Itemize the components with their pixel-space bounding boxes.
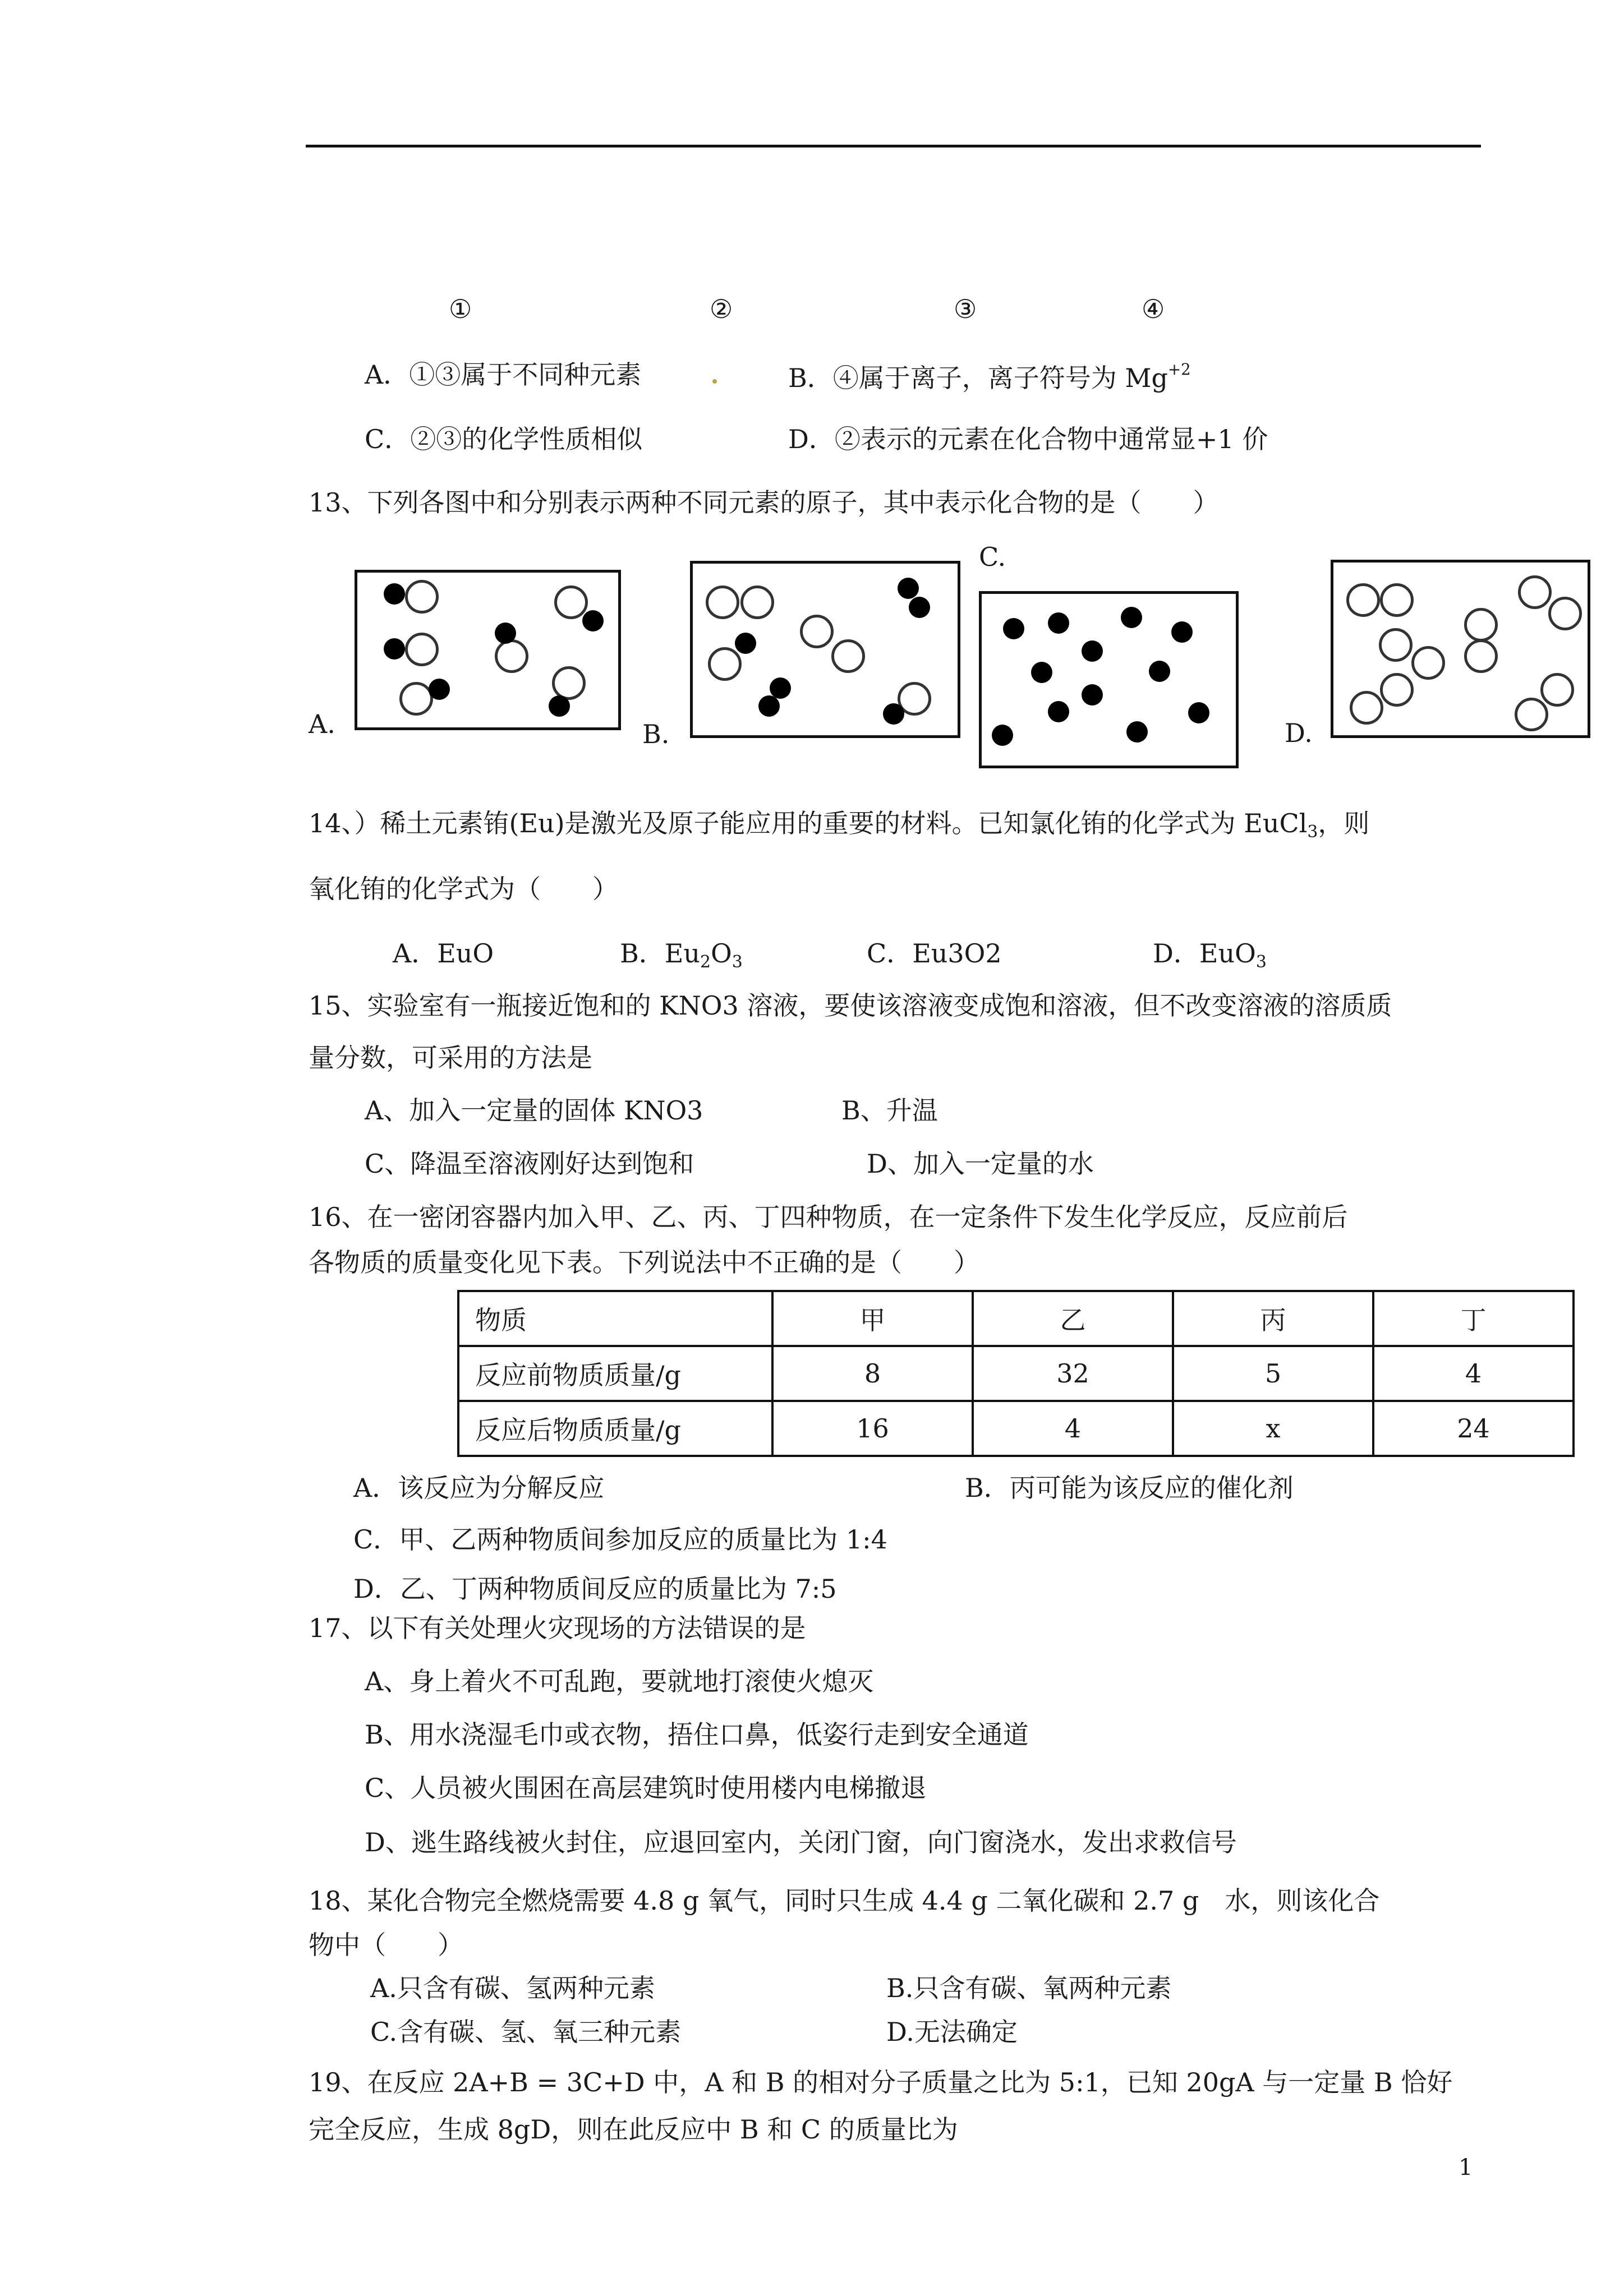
q16-stem-line2: 各物质的质量变化见下表。下列说法中不正确的是（ ） [309, 1247, 979, 1278]
table-cell: 32 [973, 1346, 1173, 1401]
q13-label-a: A. [309, 709, 335, 739]
q18-option-a: A.只含有碳、氢两种元素 [370, 1973, 655, 2003]
q16-option-b: B．丙可能为该反应的催化剂 [965, 1473, 1294, 1503]
q15-stem-line2: 量分数，可采用的方法是 [309, 1043, 592, 1073]
table-cell: 反应前物质质量/g [458, 1346, 772, 1401]
table-cell: 4 [1373, 1346, 1574, 1401]
q14-option-a: A．EuO [393, 938, 494, 969]
q12-marker-1: ① [449, 294, 472, 324]
q13-stem: 13、下列各图中和分别表示两种不同元素的原子，其中表示化合物的是（ ） [309, 487, 1219, 518]
table-cell: 4 [973, 1401, 1173, 1456]
q14-option-c: C．Eu3O2 [867, 938, 1002, 969]
q19-stem-line2: 完全反应，生成 8gD，则在此反应中 B 和 C 的质量比为 [309, 2114, 958, 2145]
table-cell: 8 [772, 1346, 973, 1401]
q16-stem-line1: 16、在一密闭容器内加入甲、乙、丙、丁四种物质，在一定条件下发生化学反应，反应前后 [309, 1202, 1348, 1232]
q14-option-d: D．EuO$_3$ [1153, 938, 1267, 972]
q12-marker-3: ③ [954, 294, 977, 324]
q12-marker-4: ④ [1142, 294, 1165, 324]
q18-option-d: D.无法确定 [886, 2017, 1018, 2047]
table-row-before [458, 1346, 1574, 1401]
q16-option-c: C．甲、乙两种物质间参加反应的质量比为 1:4 [353, 1524, 887, 1555]
table-cell: x [1173, 1401, 1373, 1456]
q14-stem-line1: 14、）稀土元素铕(Eu)是激光及原子能应用的重要的材料。已知氯化铕的化学式为 EuCl$_3$，则 [309, 808, 1370, 842]
q13-label-c: C. [979, 542, 1006, 572]
q13-label-b: B. [642, 719, 670, 749]
stray-dot [712, 379, 717, 384]
q16-option-d: D．乙、丁两种物质间反应的质量比为 7:5 [353, 1574, 837, 1604]
q18-option-c: C.含有碳、氢、氧三种元素 [370, 2017, 682, 2047]
table-cell: 24 [1373, 1401, 1574, 1456]
q17-option-d: D、逃生路线被火封住，应退回室内，关闭门窗，向门窗浇水，发出求救信号 [365, 1827, 1237, 1857]
table-cell: 丙 [1173, 1291, 1373, 1346]
q15-stem-line1: 15、实验室有一瓶接近饱和的 KNO3 溶液，要使该溶液变成饱和溶液，但不改变溶液的溶质质 [309, 990, 1392, 1021]
mass-table [457, 1290, 1575, 1457]
q12-option-c: C．②③的化学性质相似 [365, 424, 643, 454]
q14-option-b: B．$Eu_2O_3$ [620, 938, 743, 972]
q18-stem-line1: 18、某化合物完全燃烧需要 4.8 g 氧气，同时只生成 4.4 g 二氧化碳和 2.7 g 水，则该化合 [309, 1885, 1380, 1916]
q13-label-d: D. [1285, 718, 1313, 748]
q15-option-b: B、升温 [841, 1095, 938, 1126]
header-rule [306, 145, 1481, 147]
q15-option-c: C、降温至溶液刚好达到饱和 [365, 1149, 694, 1179]
q17-option-a: A、身上着火不可乱跑，要就地打滚使火熄灭 [365, 1666, 874, 1696]
table-cell: 物质 [458, 1291, 772, 1346]
q12-option-b: B．④属于离子，离子符号为 $Mg^{+2}$ [788, 360, 1191, 394]
q18-stem-line2: 物中（ ） [309, 1930, 463, 1960]
q15-option-d: D、加入一定量的水 [867, 1149, 1094, 1179]
q17-option-b: B、用水浇湿毛巾或衣物，捂住口鼻，低姿行走到安全通道 [365, 1719, 1029, 1750]
q17-stem: 17、以下有关处理火灾现场的方法错误的是 [309, 1613, 806, 1643]
q12-option-a: A．①③属于不同种元素 [365, 359, 642, 390]
table-cell: 5 [1173, 1346, 1373, 1401]
table-cell: 反应后物质质量/g [458, 1401, 772, 1456]
q14-stem-line2: 氧化铕的化学式为（ ） [309, 874, 618, 904]
table-cell: 16 [772, 1401, 973, 1456]
q12-option-d: D．②表示的元素在化合物中通常显+1 价 [788, 424, 1268, 454]
q17-option-c: C、人员被火围困在高层建筑时使用楼内电梯撤退 [365, 1773, 927, 1803]
q19-stem-line1: 19、在反应 2A+B = 3C+D 中，A 和 B 的相对分子质量之比为 5:1，已知 20gA 与一定量 B 恰好 [309, 2067, 1453, 2097]
q12-marker-2: ② [710, 294, 733, 324]
q16-option-a: A．该反应为分解反应 [353, 1473, 605, 1503]
page-number: 1 [1459, 2155, 1473, 2180]
table-cell: 甲 [772, 1291, 973, 1346]
table-row-header [458, 1291, 1574, 1346]
table-cell: 乙 [973, 1291, 1173, 1346]
q18-option-b: B.只含有碳、氧两种元素 [886, 1973, 1172, 2003]
table-row-after [458, 1401, 1574, 1456]
q15-option-a: A、加入一定量的固体 KNO3 [365, 1095, 703, 1126]
table-cell: 丁 [1373, 1291, 1574, 1346]
